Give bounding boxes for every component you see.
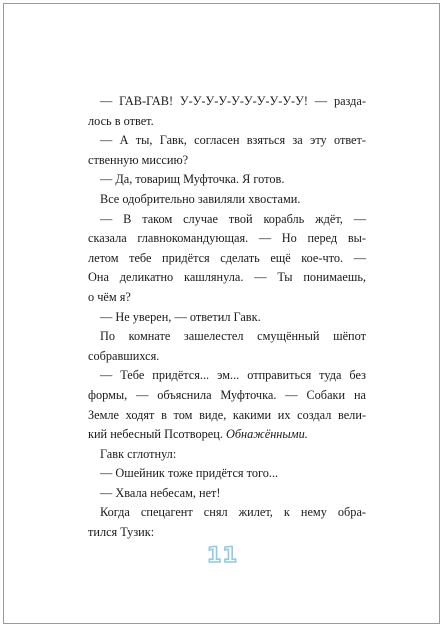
text-line: формы, — объяснила Муфточка. — Собаки на <box>88 387 366 402</box>
text-line-italic: Обнажёнными. <box>225 427 308 442</box>
text-line: ственную миссию? <box>88 152 189 167</box>
text-line: — Не уверен, — ответил Гавк. <box>100 309 261 324</box>
text-line: Она деликатно кашлянула. — Ты понимаешь, <box>88 270 366 285</box>
text-line: Гавк сглотнул: <box>100 446 177 461</box>
text-line: — Тебе придётся... эм... отправиться туда без <box>100 368 366 383</box>
text-line: — Хвала небесам, нет! <box>100 485 221 500</box>
text-line: Когда спецагент снял жилет, к нему обра- <box>100 505 366 520</box>
text-line: — Да, товарищ Муфточка. Я готов. <box>100 172 285 187</box>
text-line: лось в ответ. <box>88 113 154 128</box>
text-line: — Ошейник тоже придётся того... <box>100 466 279 481</box>
text-line: — А ты, Гавк, согласен взяться за эту ответ- <box>100 133 366 148</box>
text-line-plain: кий небесный Псотворец. <box>88 427 223 442</box>
text-line: о чём я? <box>88 289 131 304</box>
text-line: сказала главнокомандующая. — Но перед вы- <box>88 231 366 246</box>
text-line: собравшихся. <box>88 348 160 363</box>
text-line: тился Тузик: <box>88 525 155 540</box>
text-line: — В таком случае твой корабль ждёт, — <box>100 211 366 226</box>
text-line: — ГАВ-ГАВ! У-У-У-У-У-У-У-У-У-У! — разда- <box>100 94 366 108</box>
text-line: летом тебе придётся сделать ещё кое-что. — <box>88 250 366 265</box>
body-text <box>88 92 366 543</box>
text-line <box>88 425 366 445</box>
text-line: По комнате зашелестел смущённый шёпот <box>100 329 366 344</box>
text-line: Все одобрительно завиляли хвостами. <box>100 191 301 206</box>
text-line: Земле ходят в том виде, какими их создал вели- <box>88 407 366 422</box>
page-number: 11 <box>206 543 239 567</box>
